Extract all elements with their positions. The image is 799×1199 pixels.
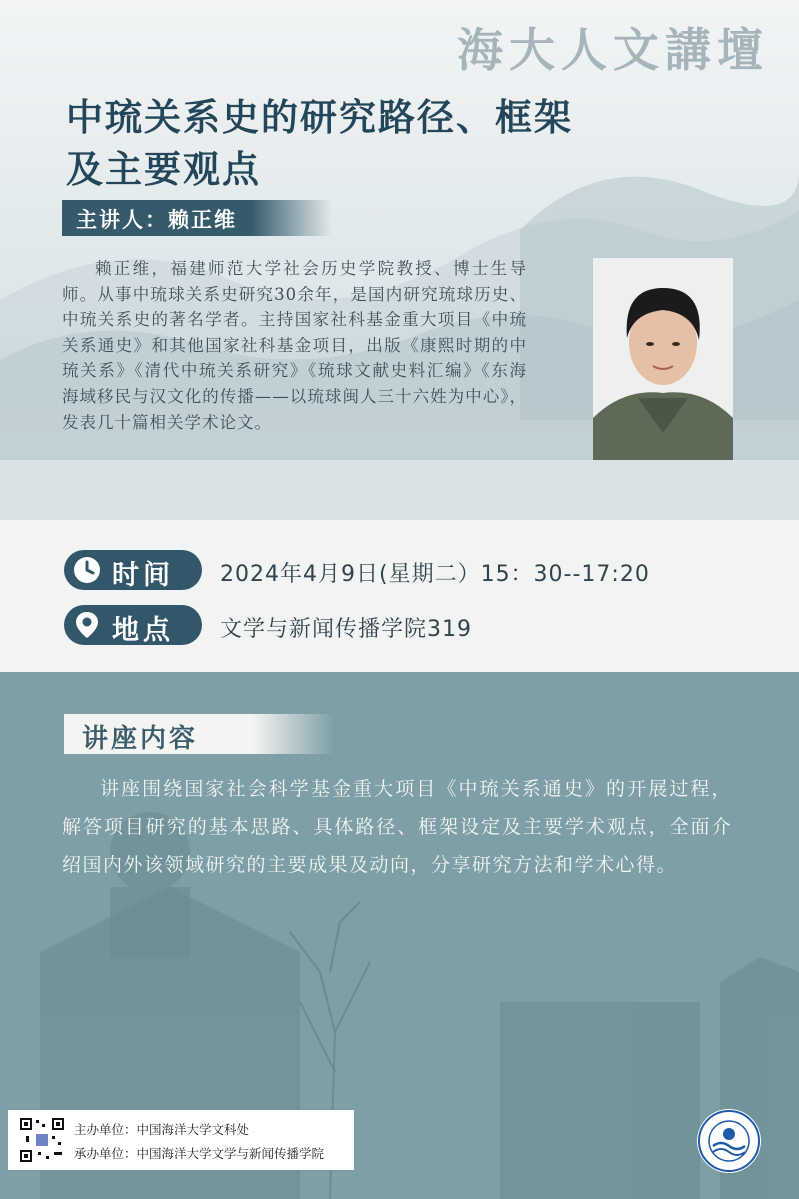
- lecture-title: [66, 92, 746, 196]
- university-seal-icon: [696, 1108, 762, 1174]
- event-info-section: [0, 520, 799, 672]
- lecture-heading-banner: [64, 714, 334, 754]
- brand-title: 海大人文講壇: [457, 23, 769, 77]
- time-badge: [64, 550, 202, 590]
- time-value: 2024年4月9日(星期二）15：30--17:20: [220, 562, 650, 587]
- co-host-organizer: 承办单位：中国海洋大学文学与新闻传播学院: [74, 1146, 325, 1161]
- speaker-label: 主讲人：赖正维: [76, 208, 237, 232]
- speaker-bio: 赖正维，福建师范大学社会历史学院教授、博士生导师。从事中琉球关系史研究30余年，是国内研究琉球历史、中琉关系史的著名学者。主持国家社科基金重大项目《中琉关系通史》和其他国家社科基金项目，出版《康熙时期的中琉关系》《清代中琉关系研究》《琉球文献史料汇编》《东海海域移民与汉文化的传播——以琉球闽人三十六姓为中心》，发表几十篇相关学术论文。: [62, 259, 527, 432]
- speaker-banner: [62, 200, 332, 236]
- header-section: [0, 0, 799, 520]
- qr-code-icon[interactable]: [18, 1116, 66, 1164]
- place-label: 地点: [112, 615, 174, 646]
- lecture-heading: 讲座内容: [82, 724, 199, 754]
- clock-icon: [72, 555, 102, 585]
- time-label: 时间: [112, 560, 174, 591]
- place-value: 文学与新闻传播学院319: [220, 617, 472, 642]
- place-badge: [64, 605, 202, 645]
- location-pin-icon: [72, 610, 102, 640]
- lecture-description: 讲座围绕国家社会科学基金重大项目《中琉关系通史》的开展过程，解答项目研究的基本思路、具体路径、框架设定及主要学术观点，全面介绍国内外该领域研究的主要成果及动向，分享研究方法和学术心得。: [62, 778, 732, 876]
- speaker-photo: [593, 258, 733, 460]
- title-line-2: 及主要观点: [66, 148, 261, 191]
- title-line-1: 中琉关系史的研究路径、框架: [66, 96, 573, 139]
- organizer-box: [8, 1110, 354, 1170]
- host-organizer: 主办单位：中国海洋大学文科处: [74, 1122, 250, 1137]
